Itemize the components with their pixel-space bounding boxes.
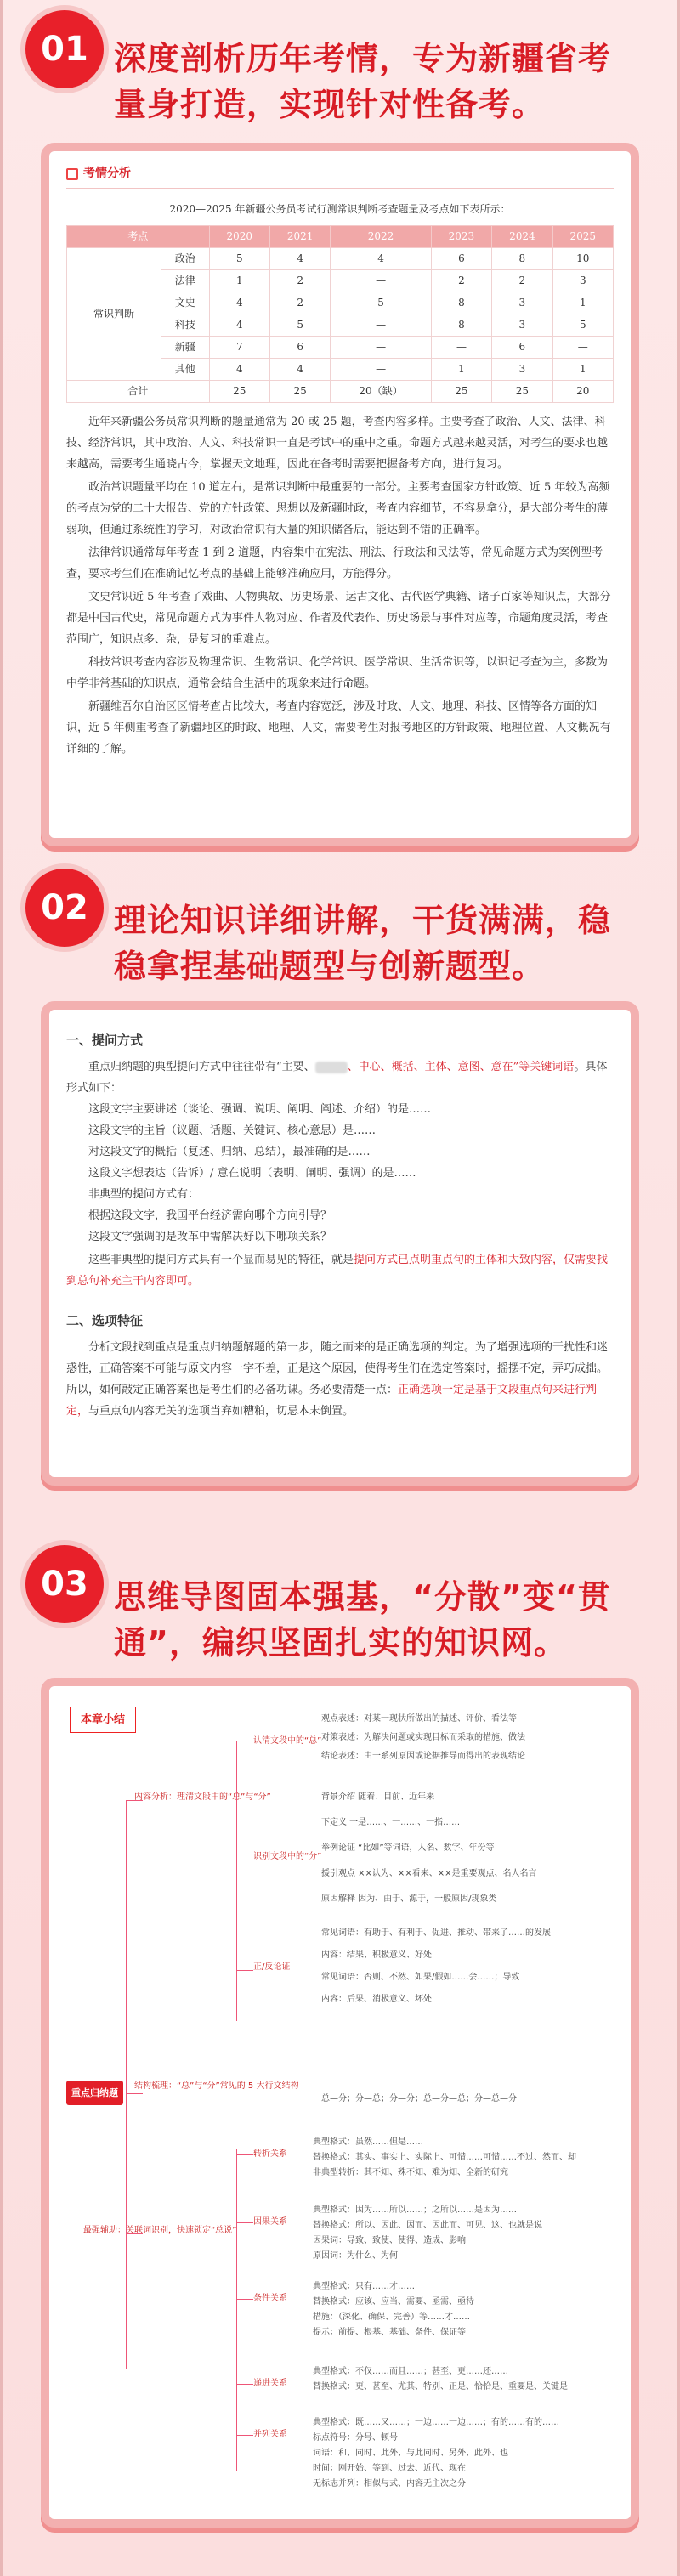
subsection-title: 一、提问方式 (66, 1033, 144, 1048)
table-cell: 法律 (161, 270, 209, 292)
highlight-text: 提问方式已点明重点句的主体和大致内容，仅需要找到总句补充主干内容即可。 (66, 1254, 609, 1288)
table-cell: — (431, 337, 491, 359)
mindmap-node: 并列关系 (253, 2430, 287, 2439)
mindmap-connector (126, 1800, 127, 2369)
mindmap-connector (236, 2384, 253, 2385)
mindmap-leaf: 非典型转折：其不知、殊不知、难为知、全新的研究 (313, 2168, 508, 2177)
table-cell: 4 (269, 359, 330, 381)
table-cell: 2 (431, 270, 491, 292)
section-headline-line2: 通”，编织坚固扎实的知识网。 (114, 1624, 567, 1662)
mindmap-leaf: 内容：后果、消极意义、坏处 (321, 1995, 432, 2004)
mindmap-leaf: 典型格式：虽然……但是…… (313, 2137, 423, 2147)
table-cell: 20（缺） (331, 381, 431, 403)
text-segment: 与重点句内容无关的选项当弃如糟粕，切忌本末倒置。 (88, 1405, 354, 1418)
table-cell: 合计 (67, 381, 210, 403)
table-cell: 3 (492, 359, 552, 381)
mindmap-node: 认清文段中的“总” (253, 1736, 322, 1746)
section-headline-line2: 稳拿捏基础题型与创新题型。 (114, 948, 546, 985)
mindmap-leaf: 原因词：为什么、为何 (313, 2251, 398, 2261)
text-segment: 。具体形式如下： (66, 1061, 608, 1095)
mindmap-leaf: 词语：和、同时、此外、与此同时、另外、此外、也 (313, 2449, 508, 2458)
mindmap-leaf: 常见词语：否则、不然、如果/假如……会……；导致 (321, 1973, 520, 1982)
mindmap-leaf: 常见词语：有助于、有利于、促进、推动、带来了……的发展 (321, 1928, 551, 1938)
mindmap-branch: 结构梳理：“总”与“分”常见的 5 大行文结构 (134, 2081, 299, 2091)
tag-row (66, 163, 614, 189)
chapter-summary-label: 本章小结 (70, 1707, 136, 1733)
mindmap-node: 识别文段中的“分” (253, 1852, 322, 1861)
table-header: 2024 (492, 226, 552, 248)
mindmap-node: 正/反论证 (253, 1962, 291, 1972)
mindmap-connector (236, 2154, 253, 2155)
table-cell: 1 (552, 292, 613, 314)
table-header: 2022 (331, 226, 431, 248)
mindmap-leaf: 内容：结果、积极意义、好处 (321, 1950, 432, 1960)
example-line: 这段文字想表达（告诉）/ 意在说明（表明、阐明、强调）的是…… (88, 1167, 416, 1180)
paragraph: 新疆维吾尔自治区区情考查占比较大，考查内容宽泛，涉及时政、人文、地理、科技、区情等各方面的知识，近 5 年侧重考查了新疆地区的时政、地理、人文，需要考生对报考地区的方针政策、地理位置、人文概况有详细的了解。 (66, 700, 611, 756)
text-segment: 分析文段找到重点是重点归纳题解题的第一步，随之而来的是正确选项的判定。为了增强选项的干扰性和迷惑性，正确答案不可能与原文内容一字不差，正是这个原因，使得考生们在选定答案时，摇摆不定，弄巧成拙。所以，如何敲定正确答案也是考生们的必备功课。务必要清楚一点： (66, 1341, 609, 1396)
mindmap-leaf: 结论表述：由一系列原因或论据推导而得出的表现结论 (321, 1752, 525, 1761)
table-cell: 4 (209, 314, 269, 337)
table-cell: 25 (209, 381, 269, 403)
mindmap-connector (236, 2222, 253, 2223)
section-headline-line2: 量身打造，实现针对性备考。 (114, 86, 546, 123)
analysis-paragraphs (66, 411, 614, 760)
table-cell: 4 (209, 292, 269, 314)
mindmap-connector (236, 2299, 253, 2300)
example-line: 对这段文字的概括（复述、归纳、总结），最准确的是…… (88, 1146, 371, 1158)
table-cell: 8 (431, 292, 491, 314)
mindmap-leaf: 总—分；分—总；分—分；总—分—总；分—总—分 (321, 2094, 517, 2103)
table-cell: 1 (552, 359, 613, 381)
table-header: 考点 (67, 226, 210, 248)
table-cell: 25 (269, 381, 330, 403)
table-cell: 8 (431, 314, 491, 337)
table-cell: 25 (431, 381, 491, 403)
mindmap-branch: 最强辅助：关联词识别，快速锁定“总说” (83, 2226, 237, 2235)
table-cell: 2 (269, 292, 330, 314)
table-cell: 8 (492, 248, 552, 270)
mindmap-leaf: 典型格式：只有……才…… (313, 2282, 415, 2291)
mindmap-leaf: 替换格式：其实、事实上、实际上、可惜……可惜……不过、然而、却 (313, 2153, 576, 2162)
table-cell: 6 (492, 337, 552, 359)
paragraph: 科技常识考查内容涉及物理常识、生物常识、化学常识、医学常识、生活常识等，以识记考查为主，多数为中学非常基础的知识点，通常会结合生活中的现象来进行命题。 (66, 656, 609, 690)
paragraph (66, 1249, 614, 1292)
table-cell: 文史 (161, 292, 209, 314)
table-cell: 4 (209, 359, 269, 381)
table-row (67, 248, 614, 270)
mindmap-leaf: 典型格式：因为……所以……；之所以……是因为…… (313, 2205, 517, 2215)
table-cell: 新疆 (161, 337, 209, 359)
table-cell: 7 (209, 337, 269, 359)
section-headline-line1: 理论知识详细讲解，干货满满，稳 (114, 902, 612, 939)
mindmap-connector (236, 1741, 237, 2021)
table-cell: 2 (269, 270, 330, 292)
mindmap-connector (236, 1970, 253, 1971)
paragraph: 近年来新疆公务员常识判断的题量通常为 20 或 25 题，考查内容多样。主要考查了政治、人文、法律、科技、经济常识，其中政治、人文、科技常识一直是考试中的重中之重。命题方式越来越灵活，对考生的要求也越来越高，需要考生通晓古今，掌握天文地理，因此在备考时需要把握备考方向，进行复习。 (66, 416, 609, 471)
table-group-cell: 常识判断 (67, 248, 162, 381)
section-number-badge: 03 (26, 1545, 104, 1623)
table-header-row (67, 226, 614, 248)
table-cell: 5 (269, 314, 330, 337)
mindmap (66, 1707, 614, 2522)
mindmap-leaf: 观点表述：对某一现状所做出的描述、评价、看法等 (321, 1714, 517, 1724)
highlight-text: 、中心、概括、主体、意图、意在”等关键词语 (347, 1061, 575, 1073)
table-cell: 6 (269, 337, 330, 359)
tag-label: 考情分析 (83, 167, 131, 180)
table-cell: 其他 (161, 359, 209, 381)
table-cell: 1 (209, 270, 269, 292)
table-cell: 6 (431, 248, 491, 270)
table-cell: 25 (492, 381, 552, 403)
mindmap-leaf: 援引观点 ××认为、××看来、××是重要观点、名人名言 (321, 1869, 537, 1878)
table-cell: 20 (552, 381, 613, 403)
table-header: 2020 (209, 226, 269, 248)
text-segment: 这些非典型的提问方式具有一个显而易见的特征，就是 (88, 1254, 354, 1266)
exam-table (66, 225, 614, 403)
mindmap-connector (236, 2149, 237, 2471)
table-cell: 3 (552, 270, 613, 292)
section-number-badge: 01 (26, 10, 104, 88)
theory-card (41, 1001, 639, 1486)
table-cell: — (331, 314, 431, 337)
section-headline-line1: 思维导图固本强基，“分散”变“贯 (114, 1578, 611, 1616)
highlight-text: 正确选项一定是基于文段重点句来进行判定， (66, 1384, 598, 1418)
table-cell: 科技 (161, 314, 209, 337)
example-line: 这段文字主要讲述（谈论、强调、说明、阐明、阐述、介绍）的是…… (88, 1103, 432, 1116)
example-line: 非典型的提问方式有： (88, 1188, 200, 1201)
example-line: 这段文字的主旨（议题、话题、关键词、核心意思）是…… (88, 1124, 377, 1137)
mindmap-leaf: 无标志并列：相似与式、内容无主次之分 (313, 2479, 466, 2488)
mindmap-leaf: 提示：前提、根基、基础、条件、保证等 (313, 2328, 466, 2337)
mindmap-leaf: 对策表述：为解决问题或实现目标而采取的措施、做法 (321, 1733, 525, 1742)
paragraph (66, 1337, 614, 1422)
exam-analysis-card (41, 143, 639, 846)
table-header: 2023 (431, 226, 491, 248)
mindmap-leaf: 因果词：导致、致使、使得、造成、影响 (313, 2236, 466, 2245)
mindmap-leaf: 措施：（深化、确保、完善）等……才…… (313, 2313, 470, 2322)
paragraph (66, 1056, 614, 1099)
table-cell: 5 (209, 248, 269, 270)
mindmap-leaf: 替换格式：所以、因此、因而、因此而、可见、这、也就是说 (313, 2221, 542, 2230)
table-cell: 4 (331, 248, 431, 270)
table-header: 2021 (269, 226, 330, 248)
mindmap-leaf: 时间：刚开始、等到、过去、近代、现在 (313, 2464, 466, 2473)
table-caption: 2020—2025 年新疆公务员考试行测常识判断考查题量及考点如下表所示： (169, 203, 511, 215)
table-cell: 4 (269, 248, 330, 270)
mindmap-node: 转折关系 (253, 2149, 287, 2159)
blurred-word (315, 1062, 348, 1073)
table-cell: 10 (552, 248, 613, 270)
table-cell: 1 (431, 359, 491, 381)
note-icon (66, 168, 78, 180)
table-total-row (67, 381, 614, 403)
mindmap-leaf: 典型格式：既……又……；一边……一边……；有的……有的…… (313, 2418, 559, 2427)
table-cell: — (552, 337, 613, 359)
table-cell: — (331, 359, 431, 381)
table-cell: — (331, 337, 431, 359)
table-cell: 3 (492, 292, 552, 314)
mindmap-node: 递进关系 (253, 2379, 287, 2388)
text-segment: 重点归纳题的典型提问方式中往往带有“主要、 (88, 1061, 315, 1073)
mindmap-leaf: 原因解释 因为、由于、源于，一般原因/现象类 (321, 1894, 497, 1904)
mindmap-leaf: 举例论证 “比如”等词语，人名、数字、年份等 (321, 1843, 495, 1853)
subsection-title: 二、选项特征 (66, 1313, 144, 1328)
section-headline-line1: 深度剖析历年考情，专为新疆省考 (114, 40, 612, 77)
section-number-badge: 02 (26, 869, 104, 947)
paragraph: 文史常识近 5 年考查了戏曲、人物典故、历史场景、运古文化、古代医学典籍、诸子百家等知识点，大部分都是中国古代史，常见命题方式为事件人物对应、作者及代表作、历史场景与事件对应等，命题角度灵活，考查范围广，知识点多、杂，是复习的重难点。 (66, 591, 611, 646)
table-cell: 政治 (161, 248, 209, 270)
mindmap-leaf: 标点符号：分号、顿号 (313, 2433, 398, 2443)
mindmap-connector (126, 2093, 143, 2094)
mindmap-leaf: 典型格式：不仅……而且……；甚至、更……还…… (313, 2367, 508, 2376)
mindmap-card (41, 1678, 639, 2528)
mindmap-leaf: 替换格式：更、甚至、尤其、特别、正是、恰恰是、重要是、关键是 (313, 2382, 568, 2392)
table-header: 2025 (552, 226, 613, 248)
table-cell: 5 (331, 292, 431, 314)
table-cell: 5 (552, 314, 613, 337)
mindmap-branch: 内容分析：理清文段中的“总”与“分” (134, 1792, 271, 1802)
mindmap-leaf: 下定义 一是……、一……、一指…… (321, 1818, 461, 1827)
mindmap-connector (236, 2435, 253, 2436)
mindmap-leaf: 替换格式：应该、应当、需要、亟需、亟待 (313, 2297, 474, 2307)
table-cell: 3 (492, 314, 552, 337)
mindmap-leaf: 背景介绍 随着、目前、近年来 (321, 1792, 435, 1802)
table-cell: 2 (492, 270, 552, 292)
paragraph: 政治常识题量平均在 10 道左右，是常识判断中最重要的一部分。主要考查国家方针政策、近 5 年较为高频的考点为党的二十大报告、党的方针政策、思想以及新疆时政，考查内容细节，不容易拿分，是大部分考生的薄弱项，但通过系统性的学习，对政治常识有大量的知识储备后，能达到不错的正确率。 (66, 481, 610, 536)
example-line: 这段文字强调的是改革中需解决好以下哪项关系？ (88, 1231, 332, 1243)
paragraph: 法律常识通常每年考查 1 到 2 道题，内容集中在宪法、刑法、行政法和民法等，常见命题方式为案例型考查，要求考生们在准确记忆考点的基础上能够准确应用，方能得分。 (66, 546, 604, 580)
mindmap-root: 重点归纳题 (66, 2081, 123, 2105)
table-cell: — (331, 270, 431, 292)
example-lines (66, 1099, 614, 1248)
mindmap-node: 条件关系 (253, 2294, 287, 2303)
mindmap-node: 因果关系 (253, 2217, 287, 2227)
example-line: 根据这段文字，我国平台经济需向哪个方向引导？ (88, 1209, 332, 1222)
